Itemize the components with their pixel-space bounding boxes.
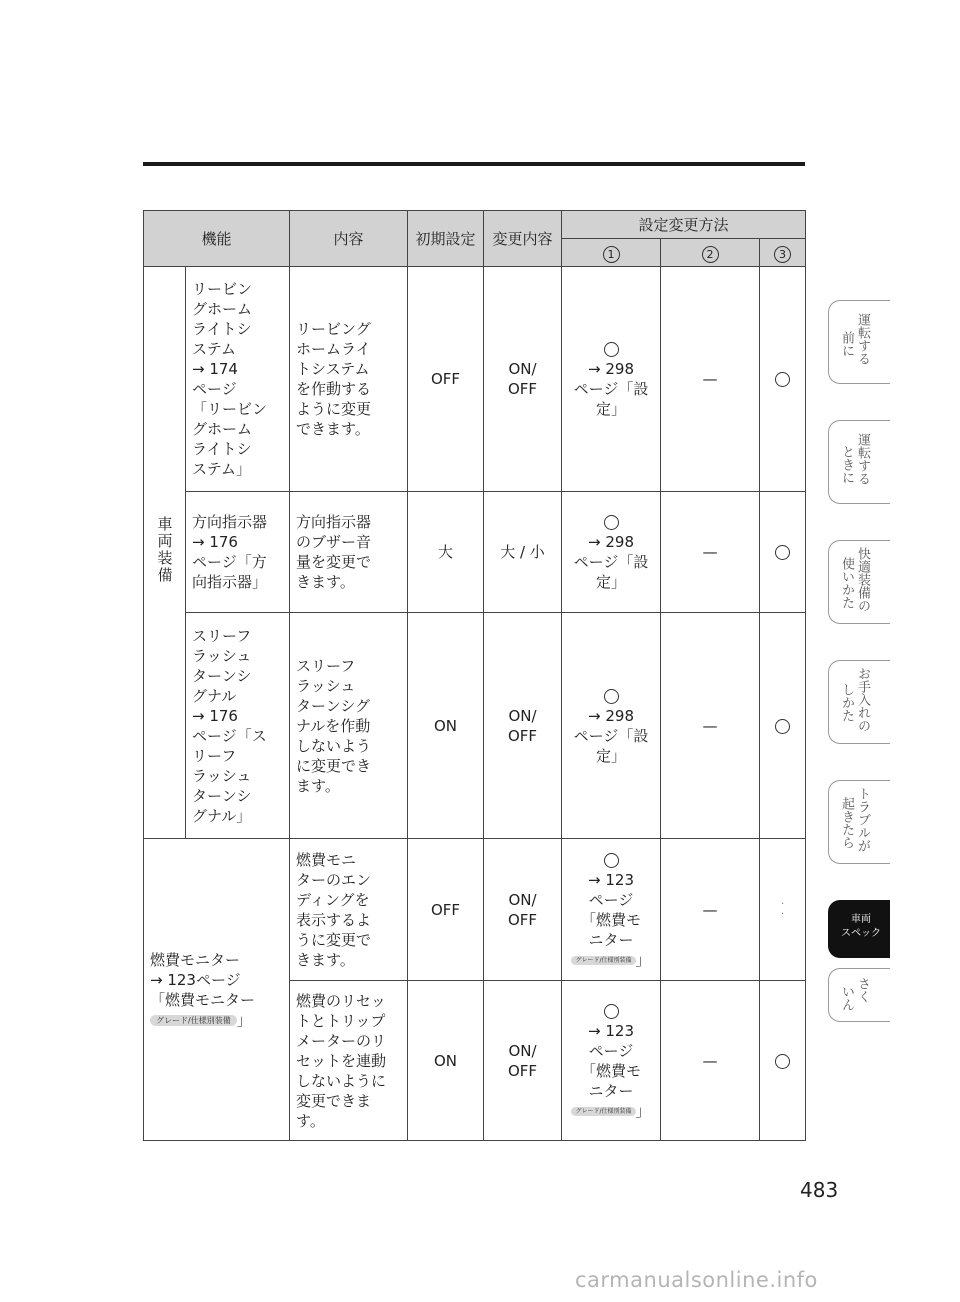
header-initial: 初期設定 bbox=[408, 211, 484, 267]
header-function: 機能 bbox=[144, 211, 290, 267]
content-cell: 燃費モニ ターのエン ディングを 表示するよ うに変更で きます。 bbox=[290, 839, 408, 981]
method3-cell bbox=[760, 613, 806, 839]
table-row bbox=[144, 839, 806, 981]
method3-cell: · · bbox=[760, 839, 806, 981]
top-rule bbox=[143, 162, 805, 166]
method1-cell: → 298 ページ「設 定」 bbox=[562, 492, 661, 613]
circle-mark-icon bbox=[604, 515, 619, 530]
content-cell: スリーフ ラッシュ ターンシグ ナルを作動 しないよう に変更でき ます。 bbox=[290, 613, 408, 839]
circle-mark-icon bbox=[775, 372, 790, 387]
header-method: 設定変更方法 bbox=[562, 211, 806, 239]
content-cell: 方向指示器 のブザー音 量を変更で きます。 bbox=[290, 492, 408, 613]
category-vehicle: 車両装備 bbox=[144, 267, 186, 839]
initial-cell: ON bbox=[408, 613, 484, 839]
circle-mark-icon bbox=[775, 545, 790, 560]
content-cell: リービング ホームライ トシステム を作動する ように変更 できます。 bbox=[290, 267, 408, 492]
change-cell: ON/ OFF bbox=[484, 839, 562, 981]
method2-cell: — bbox=[661, 267, 760, 492]
function-cell: 方向指示器 → 176 ページ「方 向指示器」 bbox=[186, 492, 290, 613]
tab-while-driving[interactable]: ときに 運転する bbox=[828, 420, 890, 504]
tab-trouble[interactable]: 起きたら トラブルが bbox=[828, 780, 890, 864]
initial-cell: OFF bbox=[408, 839, 484, 981]
method2-cell: — bbox=[661, 613, 760, 839]
table-row bbox=[144, 267, 806, 492]
method3-cell bbox=[760, 492, 806, 613]
function-cell: リービン グホーム ライトシ ステム → 174 ページ 「リービン グホーム ライトシ ステム」 bbox=[186, 267, 290, 492]
grade-badge: グレード/仕様別装備 bbox=[571, 1107, 635, 1116]
page-number: 483 bbox=[800, 1178, 839, 1202]
tab-comfort[interactable]: 使いかた 快適装備の bbox=[828, 540, 890, 624]
circle-mark-icon bbox=[775, 719, 790, 734]
circle-mark-icon bbox=[604, 853, 619, 868]
tab-before-driving[interactable]: 前に 運転する bbox=[828, 300, 890, 384]
header-method-2: 2 bbox=[661, 239, 760, 267]
initial-cell: 大 bbox=[408, 492, 484, 613]
method1-cell: → 298 ページ「設 定」 bbox=[562, 613, 661, 839]
circle-mark-icon bbox=[604, 342, 619, 357]
table-row bbox=[144, 492, 806, 613]
initial-cell: ON bbox=[408, 981, 484, 1141]
initial-cell: OFF bbox=[408, 267, 484, 492]
tab-care[interactable]: しかた お手入れの bbox=[828, 660, 890, 744]
method2-cell: — bbox=[661, 492, 760, 613]
tab-vehicle-spec[interactable]: 車両 スペック bbox=[828, 900, 890, 958]
circle-mark-icon bbox=[775, 1054, 790, 1069]
header-method-3: 3 bbox=[760, 239, 806, 267]
grade-badge: グレード/仕様別装備 bbox=[150, 1015, 237, 1026]
circle-mark-icon bbox=[604, 1004, 619, 1019]
header-change: 変更内容 bbox=[484, 211, 562, 267]
method1-cell: → 298 ページ「設 定」 bbox=[562, 267, 661, 492]
content-cell: 燃費のリセッ トとトリップ メーターのリ セットを連動 しないように 変更できま す。 bbox=[290, 981, 408, 1141]
function-cell-fuel: 燃費モニター → 123ページ 「燃費モニター グレード/仕様別装備 」 bbox=[144, 839, 290, 1141]
table-row bbox=[144, 613, 806, 839]
method2-cell: — bbox=[661, 981, 760, 1141]
change-cell: ON/ OFF bbox=[484, 267, 562, 492]
function-cell: スリーフ ラッシュ ターンシ グナル → 176 ページ「ス リーフ ラッシュ ターンシ グナル」 bbox=[186, 613, 290, 839]
watermark: carmanualsonline.info bbox=[575, 1268, 818, 1292]
tab-index[interactable]: いん さく bbox=[828, 968, 890, 1022]
change-cell: 大 / 小 bbox=[484, 492, 562, 613]
method2-cell: — bbox=[661, 839, 760, 981]
change-cell: ON/ OFF bbox=[484, 981, 562, 1141]
settings-table bbox=[143, 210, 806, 1141]
method3-cell bbox=[760, 267, 806, 492]
method1-cell: → 123 ページ 「燃費モ ニター グレード/仕様別装備 」 bbox=[562, 981, 661, 1141]
header-method-1: 1 bbox=[562, 239, 661, 267]
circle-mark-icon bbox=[604, 689, 619, 704]
header-content: 内容 bbox=[290, 211, 408, 267]
grade-badge: グレード/仕様別装備 bbox=[571, 956, 635, 965]
method3-cell bbox=[760, 981, 806, 1141]
change-cell: ON/ OFF bbox=[484, 613, 562, 839]
method1-cell: → 123 ページ 「燃費モ ニター グレード/仕様別装備 」 bbox=[562, 839, 661, 981]
